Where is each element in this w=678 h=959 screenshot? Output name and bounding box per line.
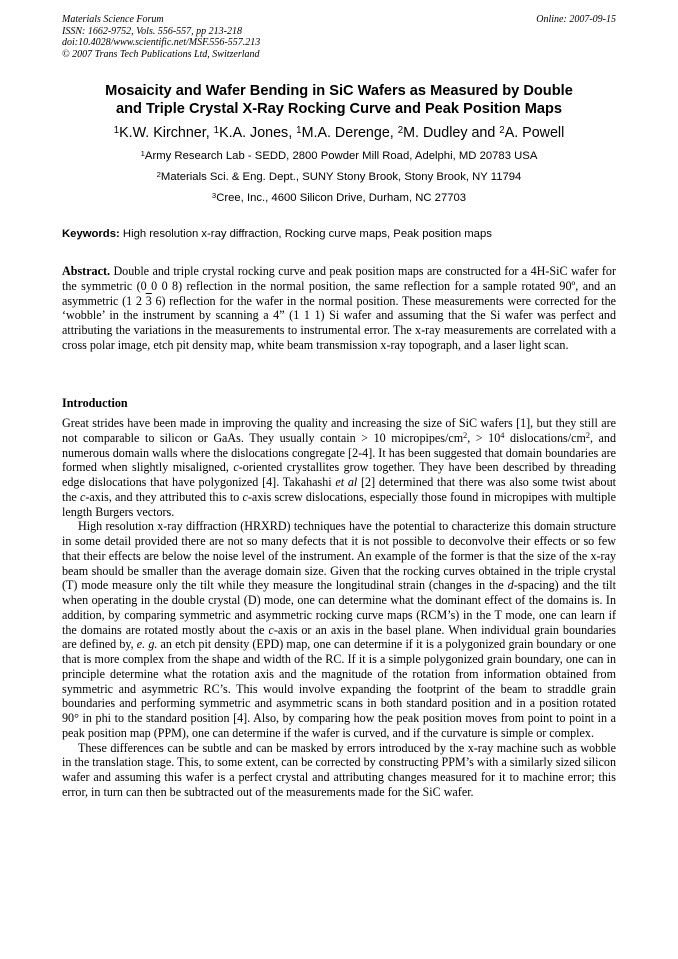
author-name: A. Powell [504,125,565,141]
keywords [62,227,616,241]
affiliation-mark: 3 [211,190,217,200]
author-affil-mark: 1 [213,124,220,136]
text-run: -oriented crystallites grow together. They have been described by threading edge dislocations that have polygonized [4]. Takahashi [62,460,617,489]
italic-run: c [242,489,248,504]
abstract-label: Abstract. [62,264,111,278]
affiliation-mark: 2 [156,169,161,179]
abstract-text: Double and triple crystal rocking curve and peak position maps are constructed for a 4H-SiC wafer for the symmetric (0 0 0 8) reflection in the normal position, the same reflection for a sample rotated 90º, and an asymmetric (1 2 [62,264,616,308]
section-heading-introduction: Introduction [62,396,128,410]
text-run: -axis, and they attributed this to [85,489,243,504]
abstract [62,264,616,353]
author-affil-mark: 1 [296,124,302,136]
text-run: -axis or an axis in the basel plane. When individual grain boundaries are defined by, [62,622,616,652]
author-name: K.W. Kirchner, [119,125,214,141]
journal-name: Materials Science Forum [62,14,164,25]
issn-line: ISSN: 1662-9752, Vols. 556-557, pp 213-218 [62,25,242,37]
paragraph-1 [62,416,616,519]
overbar-index: 3 [145,293,152,308]
italic-run: c [233,460,239,475]
author-name: K.A. Jones, [219,125,297,141]
title-line-2: and Triple Crystal X-Ray Rocking Curve and Peak Position Maps [115,101,563,117]
text-run: -axis screw dislocations, especially those found in micropipes with multiple length Burgers vectors. [62,489,616,519]
affiliation-text: Cree, Inc., 4600 Silicon Drive, Durham, NC 27703 [216,192,467,204]
author-affil-mark: 2 [499,124,505,136]
text-run: -spacing) and the tilt when operating in the double crystal (D) mode, one can determine what the dominant effect of the domains is. In addition, by comparing symmetric and asymmetric rocking curve maps (RCM’s) in the T mode, one can learn if the domains are rotated mostly about the [62,578,616,637]
text-run: [2] determined that there was also some twist about the [62,475,616,504]
superscript: 2 [463,431,468,441]
text-run: dislocations/cm [504,430,586,445]
author-list [62,124,616,142]
superscript: 4 [500,431,505,441]
affiliation-3 [62,191,616,205]
text-run: , and numerous domain walls where the dislocations congregate [2-4]. It has been suggested that domain boundaries are formed when slightly misaligned, [62,430,617,475]
text-run: Great strides have been made in improving the quality and increasing the size of SiC wafers [1], but they still are not comparable to silicon or GaAs. They usually contain > 10 micropipes/cm [62,416,616,445]
author-affil-mark: 2 [397,124,404,136]
affiliation-2 [62,170,616,184]
italic-run: c [268,622,274,637]
title-line-1: Mosaicity and Wafer Bending in SiC Wafers as Measured by Double [105,83,573,99]
text-run: an etch pit density (EPD) map, one can determine if it is a polygonized grain boundary or one that is more complex from the shape and width of the RC. If it is a simple polygonized grain boundary, one can in principle determine what the rotation axis and the magnitude of the rotation from information obtained from symmetric and asymmetric RC’s. This would involve expanding the footprint of the beam to straddle grain boundaries and performing symmetric and asymmetric scans in both standard position and in a position rotated 90° in phi to the standard position [4]. Also, by comparing how the peak position moves from point to point in a peak position map (PPM), one can determine if the wafer is curved, and if the curvature is simple or complex. [62,637,616,740]
doi-line[interactable]: doi:10.4028/www.scientific.net/MSF.556-557.213 [62,37,261,48]
author-name: M.A. Derenge, [301,125,398,141]
copyright-line: © 2007 Trans Tech Publications Ltd, Switzerland [62,48,260,60]
affiliation-mark: 1 [140,148,145,158]
paragraph-2 [62,519,616,740]
text-run: High resolution x-ray diffraction (HRXRD) techniques have the potential to characterize this domain structure in some detail provided there are not so many defects that it is not possible to deconvolve their effects or so few that their effects are below the noise level of the instrument. An example of the former is that the size of the x-ray beam should be smaller than the average domain size. Given that the rocking curves obtained in the triple crystal (T) mode measure only the tilt while they measure the longitudinal strain (changes in the [62,519,616,593]
author-affil-mark: 1 [113,124,120,136]
italic-run: c [79,489,86,504]
italic-run: d [507,578,514,593]
paper-title [62,82,616,118]
author-name: M. Dudley and [403,125,500,141]
affiliation-text: Materials Sci. & Eng. Dept., SUNY Stony Brook, Stony Brook, NY 11794 [160,171,522,183]
online-date: Online: 2007-09-15 [536,14,616,25]
keywords-label: Keywords: [62,228,120,240]
introduction-body [62,416,616,800]
italic-run: et al [335,475,358,489]
abstract-text: 6) reflection for the wafer in the normal position. These measurements were corrected for the ‘wobble’ in the instrument by scanning a 4” (1 1 1) Si wafer and assuming that the Si wafer was perfect and attributing the variations in the measurements to instrumental error. The x-ray measurements are correlated with a cross polar image, etch pit density map, white beam transmission x-ray topograph, and a laser light scan. [62,293,617,352]
superscript: 2 [585,431,590,441]
keywords-text: High resolution x-ray diffraction, Rocking curve maps, Peak position maps [119,228,492,240]
paragraph-3: These differences can be subtle and can be masked by errors introduced by the x-ray machine such as wobble in the translation stage. This, to some extent, can be corrected by constructing PPM’s with a similarly sized silicon wafer and assuming this wafer is a perfect crystal and attributing changes measured for it to machine error; this error, in turn can then be subtracted out of the measurements made for the SiC wafer. [62,740,616,799]
affiliation-text: Army Research Lab - SEDD, 2800 Powder Mill Road, Adelphi, MD 20783 USA [144,150,538,162]
journal-header [62,14,616,60]
text-run: , > 10 [467,430,501,445]
affiliation-1 [62,149,616,163]
italic-run: e. g. [136,637,158,652]
